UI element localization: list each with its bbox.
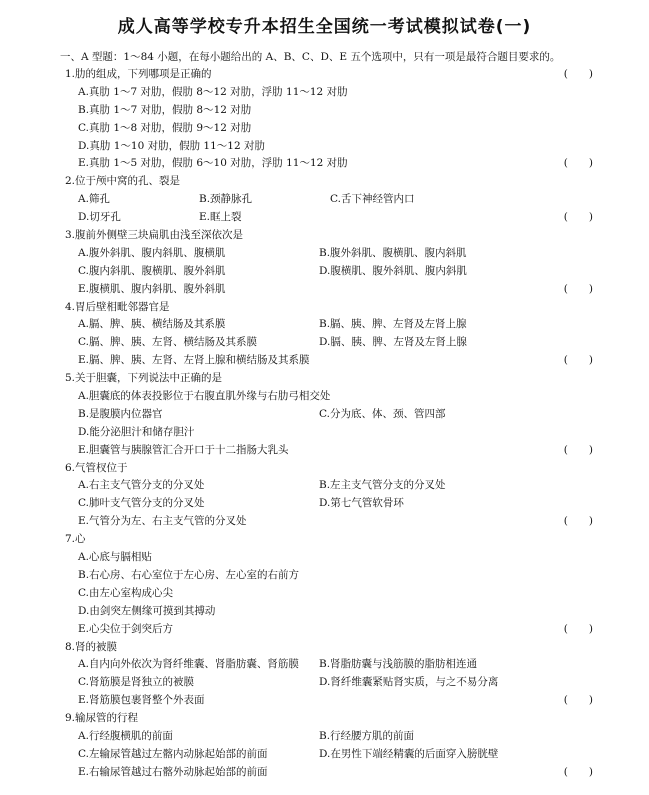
option-d: D.切牙孔 — [78, 211, 121, 224]
option-d: D.腹横肌、腹外斜肌、腹内斜肌 — [319, 264, 467, 277]
options-row — [66, 209, 613, 227]
option-a: A.右主支气管分支的分叉处 — [78, 479, 205, 492]
option-e: E.气管分为左、右主支气管的分叉处 ( ) — [66, 513, 613, 531]
option-e: E.心尖位于剑突后方 ( ) — [66, 621, 613, 639]
options-row — [66, 477, 613, 495]
section-instructions: 一、A 型题：1～84 小题，在每小题给出的 A、B、C、D、E 五个选项中，只有一项是最符合题目要求的。 — [60, 51, 561, 63]
option-d: D.能分泌胆汁和储存胆汁 — [78, 425, 195, 438]
question-7 — [66, 531, 613, 638]
option-e: E.真肋 1～5 对肋，假肋 6～10 对肋，浮肋 11～12 对肋 ( ) — [66, 155, 613, 173]
option-a: A.行经腹横肌的前面 — [78, 729, 173, 742]
question-stem: 3.腹前外侧壁三块扁肌由浅至深依次是 — [65, 229, 244, 242]
options-row — [66, 656, 613, 674]
question-6 — [66, 460, 613, 532]
question-stem: 4.胃后壁相毗邻器官是 — [65, 300, 170, 313]
options-row — [66, 674, 613, 692]
option-d: D.第七气管软骨环 — [319, 497, 404, 510]
option-e: E.胆囊管与胰腺管汇合开口于十二指肠大乳头 ( ) — [66, 442, 613, 460]
option-e: E.肾筋膜包裹肾整个外表面 ( ) — [66, 692, 613, 710]
option-a: A.自内向外依次为肾纤维囊、肾脂肪囊、肾筋膜 — [78, 658, 299, 671]
option-c: C.左输尿管越过左髂内动脉起始部的前面 — [78, 747, 268, 760]
answer-blank: ( ) — [563, 622, 593, 635]
answer-blank: ( ) — [563, 68, 593, 80]
question-stem: 9.输尿管的行程 — [65, 712, 139, 725]
question-2 — [66, 173, 613, 227]
option-e: E.腹横肌、腹内斜肌、腹外斜肌 ( ) — [66, 281, 613, 299]
question-stem: 1.肋的组成，下列哪项是正确的 ( ) — [65, 66, 613, 84]
option-c: C.舌下神经管内口 — [330, 193, 415, 206]
answer-blank: ( ) — [563, 157, 593, 170]
option-d: D.肾纤维囊紧贴肾实质，与之不易分离 — [319, 676, 499, 689]
question-5 — [66, 370, 613, 459]
question-stem: 6.气管杈位于 — [65, 461, 128, 474]
answer-blank: ( ) — [563, 765, 593, 778]
question-4 — [66, 299, 613, 371]
option-a: A.膈、脾、胰、横结肠及其系膜 — [78, 318, 226, 331]
options-row — [66, 191, 613, 209]
option-b: B.是腹膜内位器官 — [78, 407, 163, 420]
option-c: C.腹内斜肌、腹横肌、腹外斜肌 — [78, 264, 226, 277]
question-8 — [66, 639, 613, 711]
options-row — [66, 406, 613, 424]
option-d: D.由剑突左侧缘可摸到其搏动 — [78, 604, 216, 617]
question-9 — [66, 710, 613, 782]
options-row — [66, 495, 613, 513]
options-row — [66, 263, 613, 281]
answer-blank: ( ) — [563, 694, 593, 707]
option-c: C.真肋 1～8 对肋，假肋 9～12 对肋 — [78, 121, 252, 134]
options-row — [66, 245, 613, 263]
option-c: C.肾筋膜是肾独立的被膜 — [78, 676, 194, 689]
option-a: A.筛孔 — [78, 193, 110, 206]
option-c: C.由左心室构成心尖 — [78, 586, 173, 599]
option-c: C.膈、脾、胰、左肾、横结肠及其系膜 — [78, 336, 257, 349]
answer-blank: ( ) — [563, 282, 593, 295]
option-e: E.右输尿管越过右髂外动脉起始部的前面 ( ) — [66, 764, 613, 782]
option-b: B.膈、胰、脾、左肾及左肾上腺 — [319, 318, 467, 331]
option-c: C.分为底、体、颈、管四部 — [319, 407, 446, 420]
question-stem: 2.位于颅中窝的孔、裂是 — [65, 175, 181, 188]
answer-blank: ( ) — [563, 515, 593, 528]
option-a: A.腹外斜肌、腹内斜肌、腹横肌 — [78, 246, 226, 259]
option-b: B.肾脂肪囊与浅筋膜的脂肪相连通 — [319, 658, 478, 671]
option-b: B.真肋 1～7 对肋，假肋 8～12 对肋 — [78, 103, 252, 116]
option-a: A.心底与膈相贴 — [78, 551, 152, 564]
option-b: B.腹外斜肌、腹横肌、腹内斜肌 — [319, 246, 467, 259]
option-e: E.眶上裂 — [199, 211, 242, 224]
option-d: D.膈、胰、脾、左肾及左肾上腺 — [319, 336, 467, 349]
answer-blank: ( ) — [563, 443, 593, 456]
options-row — [66, 316, 613, 334]
options-row — [66, 728, 613, 746]
options-row — [66, 334, 613, 352]
answer-blank: ( ) — [563, 354, 593, 367]
exam-title: 成人高等学校专升本招生全国统一考试模拟试卷(一) — [117, 17, 532, 37]
option-a: A.真肋 1～7 对肋，假肋 8～12 对肋，浮肋 11～12 对肋 — [78, 85, 348, 98]
option-b: B.左主支气管分支的分叉处 — [319, 479, 446, 492]
question-stem: 5.关于胆囊，下列说法中正确的是 — [65, 372, 223, 385]
option-a: A.胆囊底的体表投影位于右腹直肌外缘与右肋弓相交处 — [78, 390, 331, 403]
question-3 — [66, 227, 613, 299]
option-d: D.在男性下端经精囊的后面穿入膀胱壁 — [319, 747, 499, 760]
option-c: C.肺叶支气管分支的分叉处 — [78, 497, 205, 510]
question-stem: 8.肾的被膜 — [65, 640, 118, 653]
option-b: B.右心房、右心室位于左心房、左心室的右前方 — [78, 568, 300, 581]
option-e: E.膈、脾、胰、左肾、左肾上腺和横结肠及其系膜 ( ) — [66, 352, 613, 370]
option-d: D.真肋 1～10 对肋，假肋 11～12 对肋 — [78, 139, 265, 152]
options-row — [66, 746, 613, 764]
question-stem: 7.心 — [65, 533, 86, 546]
answer-blank: ( ) — [563, 211, 593, 224]
option-b: B.颈静脉孔 — [199, 193, 253, 206]
option-b: B.行经腰方肌的前面 — [319, 729, 415, 742]
question-1 — [66, 66, 613, 173]
